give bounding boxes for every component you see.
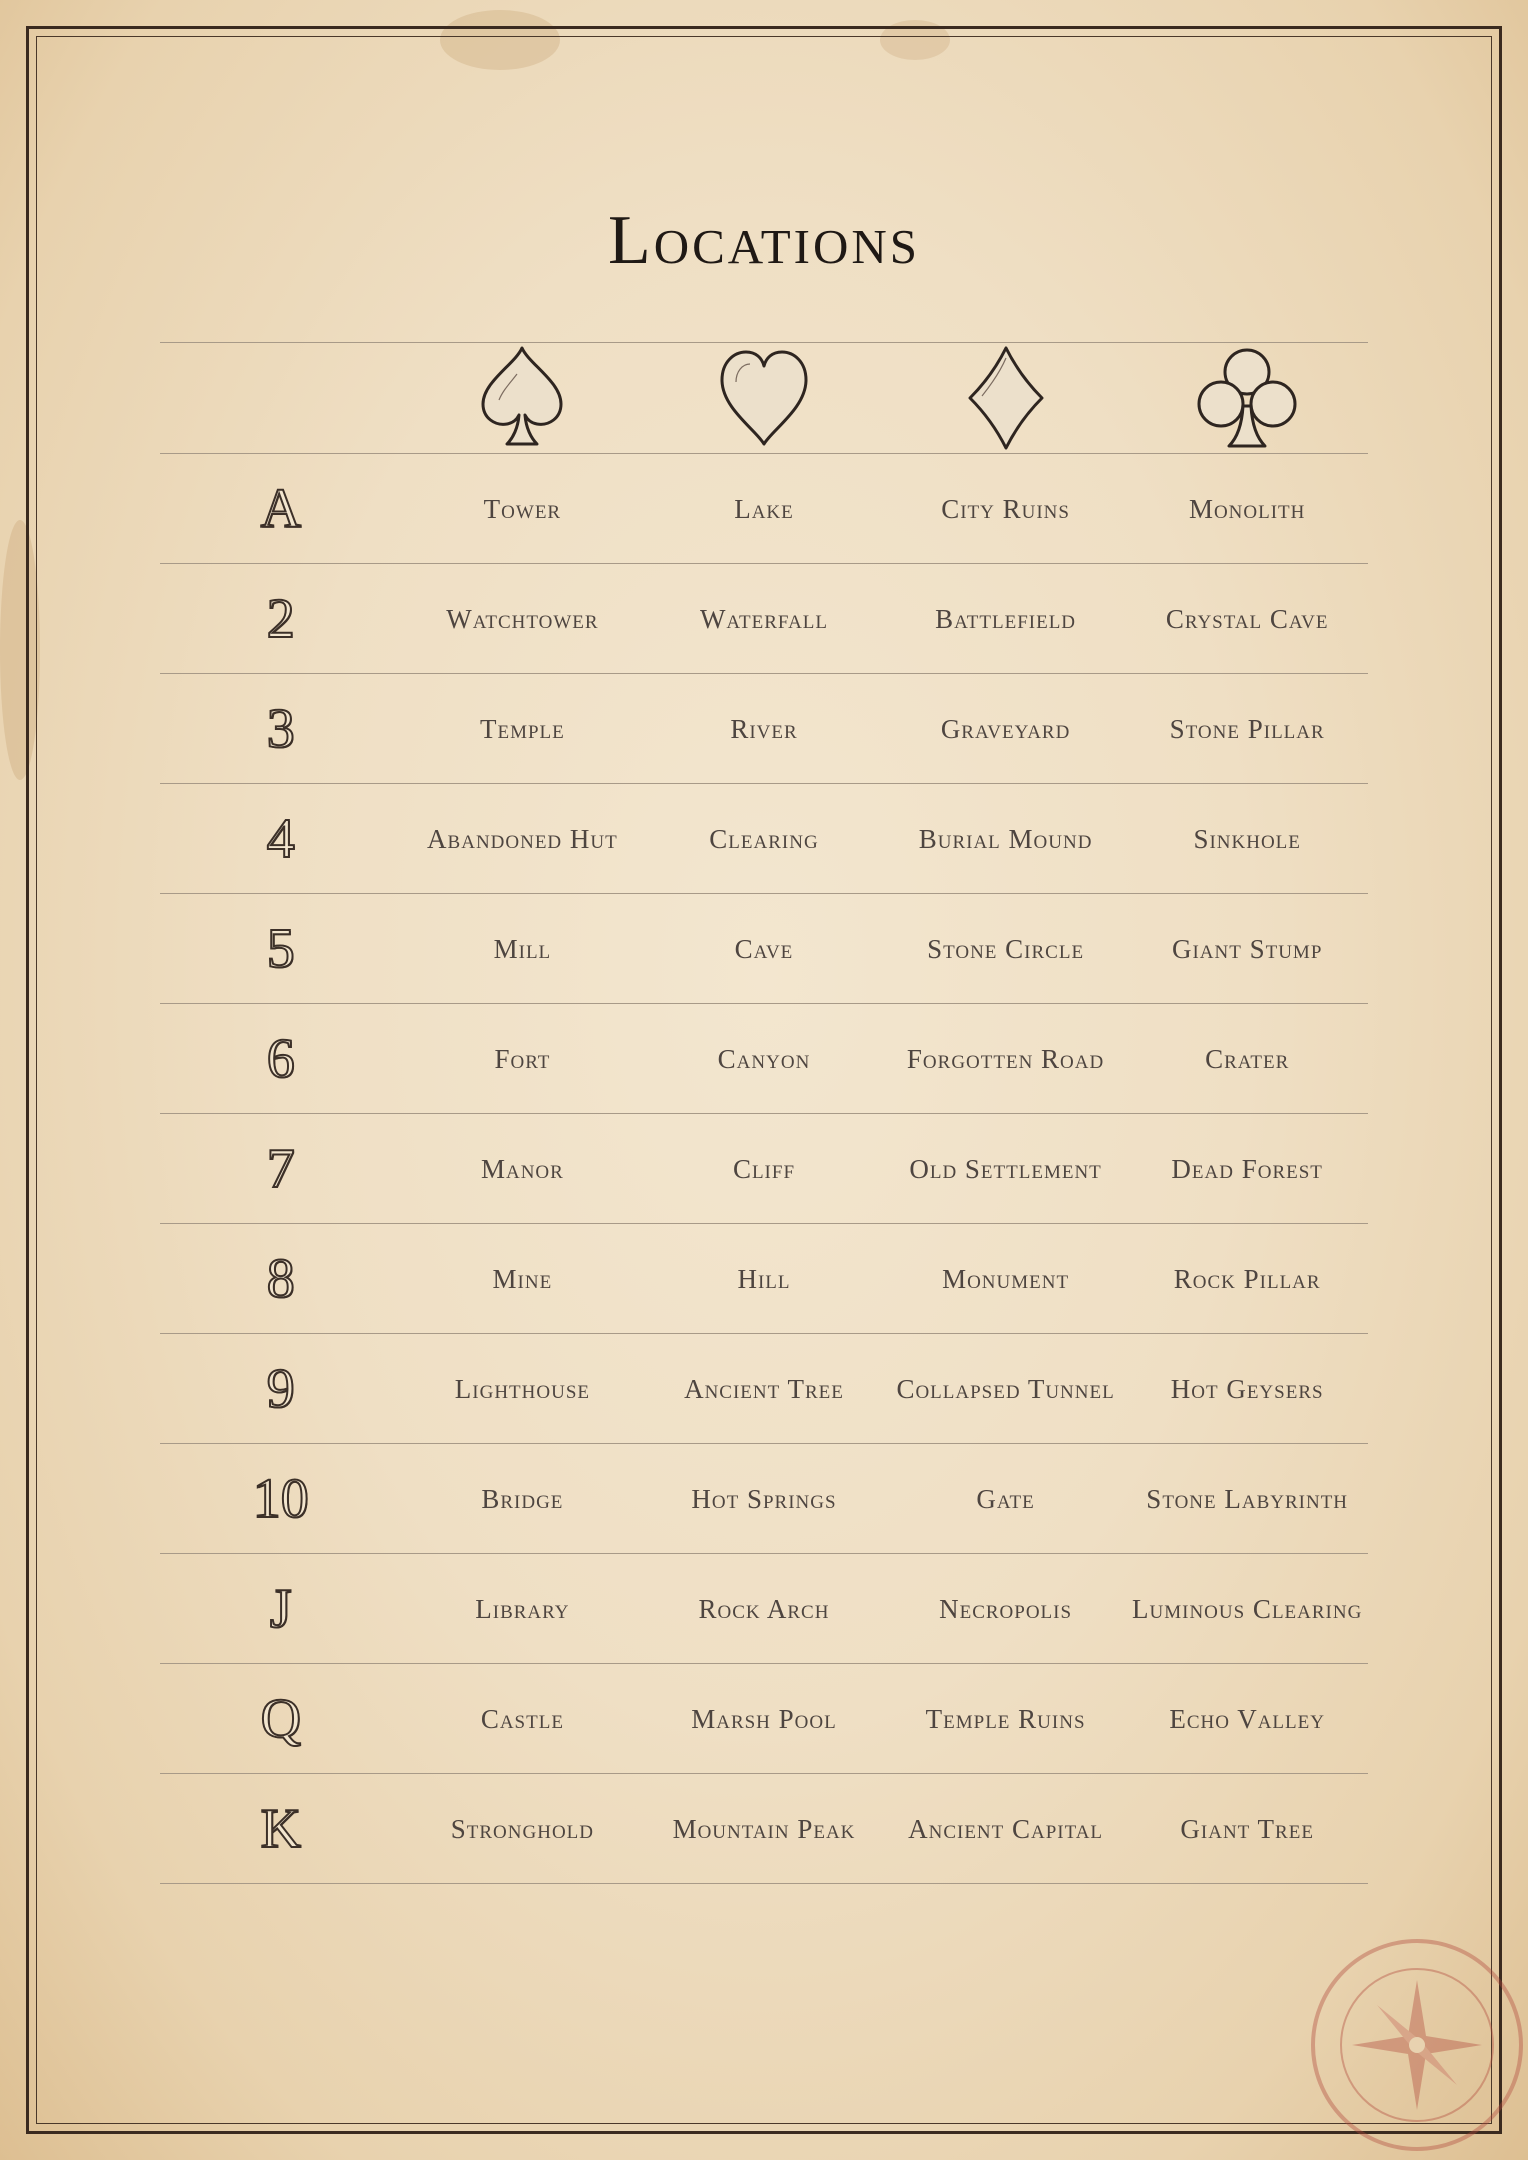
row-rank: 2 xyxy=(266,587,295,650)
location-cell: Temple Ruins xyxy=(925,1703,1086,1734)
location-cell: Forgotten Road xyxy=(906,1043,1105,1074)
location-cell: Ancient Tree xyxy=(684,1373,844,1404)
location-cell: Graveyard xyxy=(940,713,1071,744)
location-cell: Collapsed Tunnel xyxy=(896,1373,1115,1404)
row-rank: 3 xyxy=(266,697,295,760)
row-rank: 5 xyxy=(266,917,295,980)
expedition-stamp xyxy=(1302,1930,1528,2160)
table-row xyxy=(160,1553,1368,1663)
location-cell: Library xyxy=(475,1593,570,1624)
location-cell: Echo Valley xyxy=(1169,1703,1325,1734)
location-cell: Temple xyxy=(480,713,565,744)
row-rank: Q xyxy=(260,1687,302,1750)
row-rank: A xyxy=(260,477,302,540)
location-cell: City Ruins xyxy=(941,493,1070,524)
club-icon xyxy=(1195,344,1299,452)
location-cell: Stone Labyrinth xyxy=(1146,1483,1349,1514)
location-cell: Lighthouse xyxy=(454,1373,590,1404)
suit-header-spade xyxy=(402,344,644,452)
location-cell: Rock Pillar xyxy=(1173,1263,1321,1294)
location-cell: Tower xyxy=(483,493,562,524)
location-cell: Monolith xyxy=(1188,493,1306,524)
row-rank: K xyxy=(260,1797,302,1860)
location-cell: Stone Circle xyxy=(927,933,1085,964)
location-cell: Dead Forest xyxy=(1171,1153,1323,1184)
table-row xyxy=(160,453,1368,563)
location-cell: Watchtower xyxy=(446,603,599,634)
location-cell: Cliff xyxy=(732,1153,796,1184)
location-cell: Old Settlement xyxy=(909,1153,1102,1184)
row-rank: 10 xyxy=(252,1467,309,1530)
location-cell: Marsh Pool xyxy=(691,1703,837,1734)
table-row xyxy=(160,1663,1368,1773)
row-rank: 8 xyxy=(266,1247,295,1310)
location-cell: Luminous Clearing xyxy=(1132,1593,1363,1624)
diamond-icon xyxy=(966,344,1046,452)
table-row xyxy=(160,783,1368,893)
table-row xyxy=(160,1773,1368,1884)
location-cell: River xyxy=(730,713,798,744)
location-cell: Crater xyxy=(1205,1043,1290,1074)
location-cell: Stone Pillar xyxy=(1169,713,1325,744)
location-cell: Mountain Peak xyxy=(672,1813,856,1844)
location-cell: Rock Arch xyxy=(698,1593,830,1624)
row-rank: J xyxy=(269,1577,292,1640)
location-cell: Necropolis xyxy=(939,1593,1073,1624)
location-cell: Clearing xyxy=(709,823,819,854)
location-cell: Hot Geysers xyxy=(1170,1373,1324,1404)
location-cell: Mill xyxy=(493,933,552,964)
page-title: Locations xyxy=(607,202,921,279)
table-row xyxy=(160,1443,1368,1553)
location-cell: Sinkhole xyxy=(1193,823,1301,854)
location-cell: Stronghold xyxy=(450,1813,594,1844)
location-cell: Burial Mound xyxy=(918,823,1093,854)
location-cell: Fort xyxy=(494,1043,551,1074)
location-cell: Canyon xyxy=(717,1043,811,1074)
location-cell: Battlefield xyxy=(935,603,1077,634)
location-cell: Cave xyxy=(734,933,794,964)
table-row xyxy=(160,1223,1368,1333)
location-cell: Mine xyxy=(492,1263,553,1294)
location-cell: Gate xyxy=(976,1483,1035,1514)
row-rank: 4 xyxy=(266,807,295,870)
location-cell: Lake xyxy=(734,493,794,524)
location-cell: Ancient Capital xyxy=(908,1813,1104,1844)
location-cell: Hot Springs xyxy=(691,1483,837,1514)
location-cell: Giant Stump xyxy=(1171,933,1323,964)
location-cell: Monument xyxy=(942,1263,1070,1294)
row-rank: 7 xyxy=(266,1137,295,1200)
table-row xyxy=(160,1333,1368,1443)
location-cell: Castle xyxy=(480,1703,564,1734)
table-row xyxy=(160,563,1368,673)
suit-header-heart xyxy=(643,346,885,450)
table-row xyxy=(160,893,1368,1003)
location-cell: Bridge xyxy=(481,1483,564,1514)
spade-icon xyxy=(477,344,567,452)
heart-icon xyxy=(716,346,812,450)
row-rank: 9 xyxy=(266,1357,295,1420)
suit-header-row xyxy=(160,342,1368,453)
suit-header-diamond xyxy=(885,344,1127,452)
location-cell: Manor xyxy=(480,1153,564,1184)
location-cell: Waterfall xyxy=(699,603,829,634)
location-cell: Crystal Cave xyxy=(1165,603,1329,634)
table-row xyxy=(160,1113,1368,1223)
table-row xyxy=(160,1003,1368,1113)
suit-header-club xyxy=(1126,344,1368,452)
location-cell: Giant Tree xyxy=(1180,1813,1314,1844)
location-cell: Hill xyxy=(737,1263,791,1294)
location-cell: Abandoned Hut xyxy=(427,823,618,854)
row-rank: 6 xyxy=(266,1027,295,1090)
locations-table xyxy=(160,342,1368,1884)
table-row xyxy=(160,673,1368,783)
